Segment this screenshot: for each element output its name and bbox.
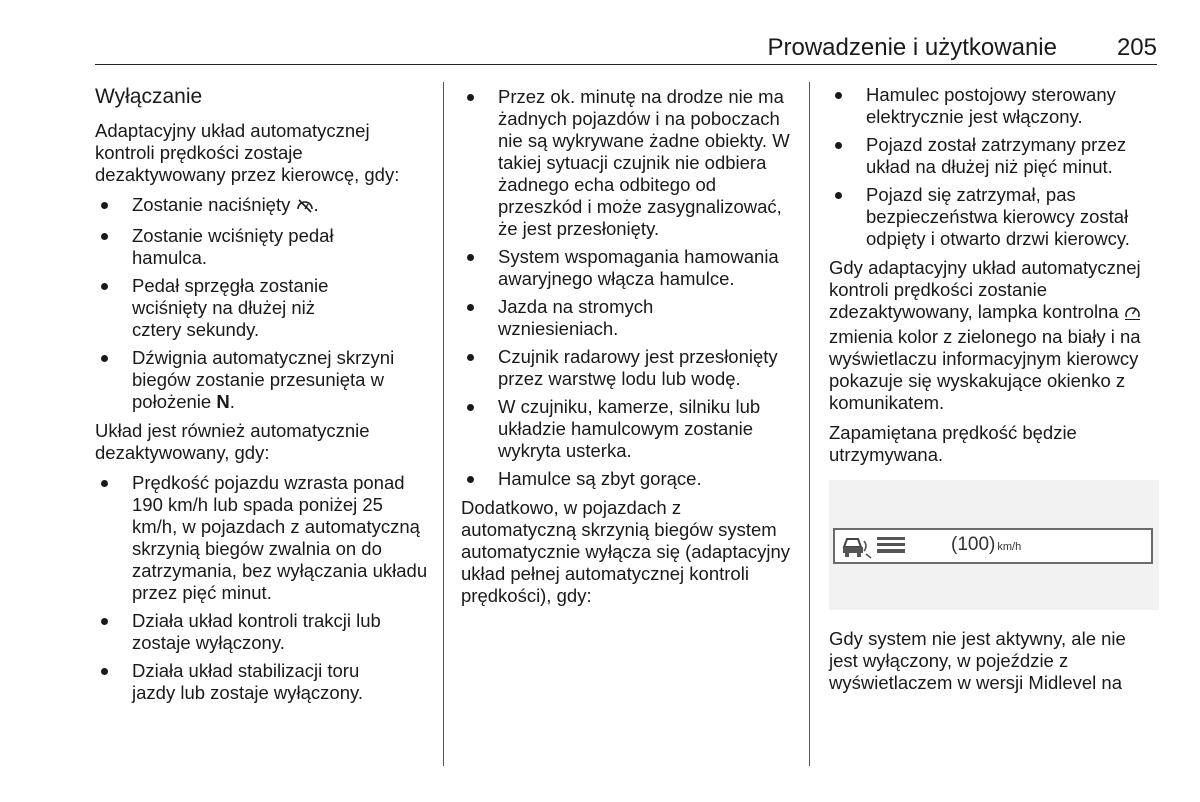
column-3: [829, 84, 1159, 702]
list-item: Hamulce są zbyt gorące.: [461, 468, 796, 490]
paragraph: Dodatkowo, w pojazdach z automatyczną skrzynią biegów system automatycznie wyłącza się (adaptacyjny układ pełnej automatycznej kontroli prędkości), gdy:: [461, 497, 791, 606]
list-item: System wspomagania hamowania awaryjnego włącza hamulce.: [461, 246, 796, 290]
bullet-icon: [467, 476, 474, 483]
cluster-display-strip: [833, 528, 1153, 564]
bullet-icon: [101, 618, 108, 625]
list-item: W czujniku, kamerze, silniku lub układzie hamulcowym zostanie wykryta usterka.: [461, 396, 796, 462]
page-header: [95, 34, 1157, 65]
list-item: Czujnik radarowy jest przesłonięty przez warstwę lodu lub wodę.: [461, 346, 796, 390]
bullet-icon: [101, 283, 108, 290]
column-divider: [809, 82, 810, 766]
bullet-icon: [467, 254, 474, 261]
paragraph: Gdy adaptacyjny układ automatycznej kontroli prędkości zostanie zdezaktywowany, lampka kontrolna zmienia kolor z zielonego na biały i na wyświetlaczu informacyjnym kierowcy pokazuje się wyskakujące okienko z komunikatem.: [829, 257, 1141, 413]
bullet-icon: [835, 142, 842, 149]
bullet-icon: [101, 202, 108, 209]
bullet-icon: [467, 94, 474, 101]
column-1: [95, 84, 430, 711]
set-speed-readout: (100) km/h: [951, 534, 1022, 555]
list-item: Pojazd został zatrzymany przez układ na dłużej niż pięć minut.: [829, 134, 1159, 178]
list-item: Hamulec postojowy sterowany elektrycznie jest włączony.: [829, 84, 1159, 128]
automatic-deactivation-list: [95, 472, 430, 704]
paragraph: Gdy system nie jest aktywny, ale nie jest wyłączony, w pojeździe z wyświetlaczem w wersji Midlevel na: [829, 628, 1126, 693]
bullet-icon: [101, 668, 108, 675]
cruise-control-lamp-icon: [1124, 304, 1141, 326]
list-item: Działa układ stabilizacji toru jazdy lub zostaje wyłączony.: [95, 660, 430, 704]
gear-position-n: N: [216, 391, 230, 412]
cruise-cancel-icon: [296, 197, 314, 219]
intro-paragraph: Adaptacyjny układ automatycznej kontroli prędkości zostaje dezaktywowany przez kierowcę, gdy:: [95, 120, 400, 185]
list-item: Zostanie naciśnięty .: [95, 194, 430, 219]
list-item: Przez ok. minutę na drodze nie ma żadnych pojazdów i na poboczach nie są wykrywane żadne obiekty. W takiej sytuacji czujnik nie odbiera żadnego echa odbitego od przeszkód i może zasygnalizować, że jest przesłonięty.: [461, 86, 796, 240]
bullet-icon: [101, 480, 108, 487]
bullet-icon: [101, 355, 108, 362]
bullet-icon: [467, 404, 474, 411]
paragraph: Układ jest również automatycznie dezaktywowany, gdy:: [95, 420, 370, 463]
bullet-icon: [835, 92, 842, 99]
list-item: Działa układ kontroli trakcji lub zostaje wyłączony.: [95, 610, 430, 654]
bullet-icon: [467, 304, 474, 311]
bullet-icon: [101, 233, 108, 240]
bullet-icon: [835, 192, 842, 199]
following-distance-icon: [877, 536, 907, 561]
list-item: Prędkość pojazdu wzrasta ponad 190 km/h lub spada poniżej 25 km/h, w pojazdach z automatyczną skrzynią biegów zwalnia on do zatrzymania, bez wyłączania układu przez pięć minut.: [95, 472, 430, 604]
column-2: [461, 84, 796, 615]
list-item: Jazda na stromych wzniesieniach.: [461, 296, 796, 340]
list-item: Dźwignia automatycznej skrzyni biegów zostanie przesunięta w położenie N.: [95, 347, 430, 413]
driver-deactivation-list: [95, 194, 430, 413]
list-item: Zostanie wciśnięty pedał hamulca.: [95, 225, 430, 269]
display-illustration: [829, 480, 1159, 610]
paragraph: Zapamiętana prędkość będzie utrzymywana.: [829, 422, 1077, 465]
condition-list: [829, 84, 1159, 250]
section-heading: Wyłączanie: [95, 85, 203, 108]
page-number: 205: [1116, 34, 1157, 61]
condition-list: [461, 86, 796, 490]
bullet-icon: [467, 354, 474, 361]
list-item: Pojazd się zatrzymał, pas bezpieczeństwa kierowcy został odpięty i otwarto drzwi kierowcy.: [829, 184, 1159, 250]
column-divider: [443, 82, 444, 766]
list-item: Pedał sprzęgła zostanie wciśnięty na dłużej niż cztery sekundy.: [95, 275, 430, 341]
section-title: Prowadzenie i użytkowanie: [767, 34, 1057, 61]
adaptive-cruise-car-icon: [841, 534, 873, 565]
